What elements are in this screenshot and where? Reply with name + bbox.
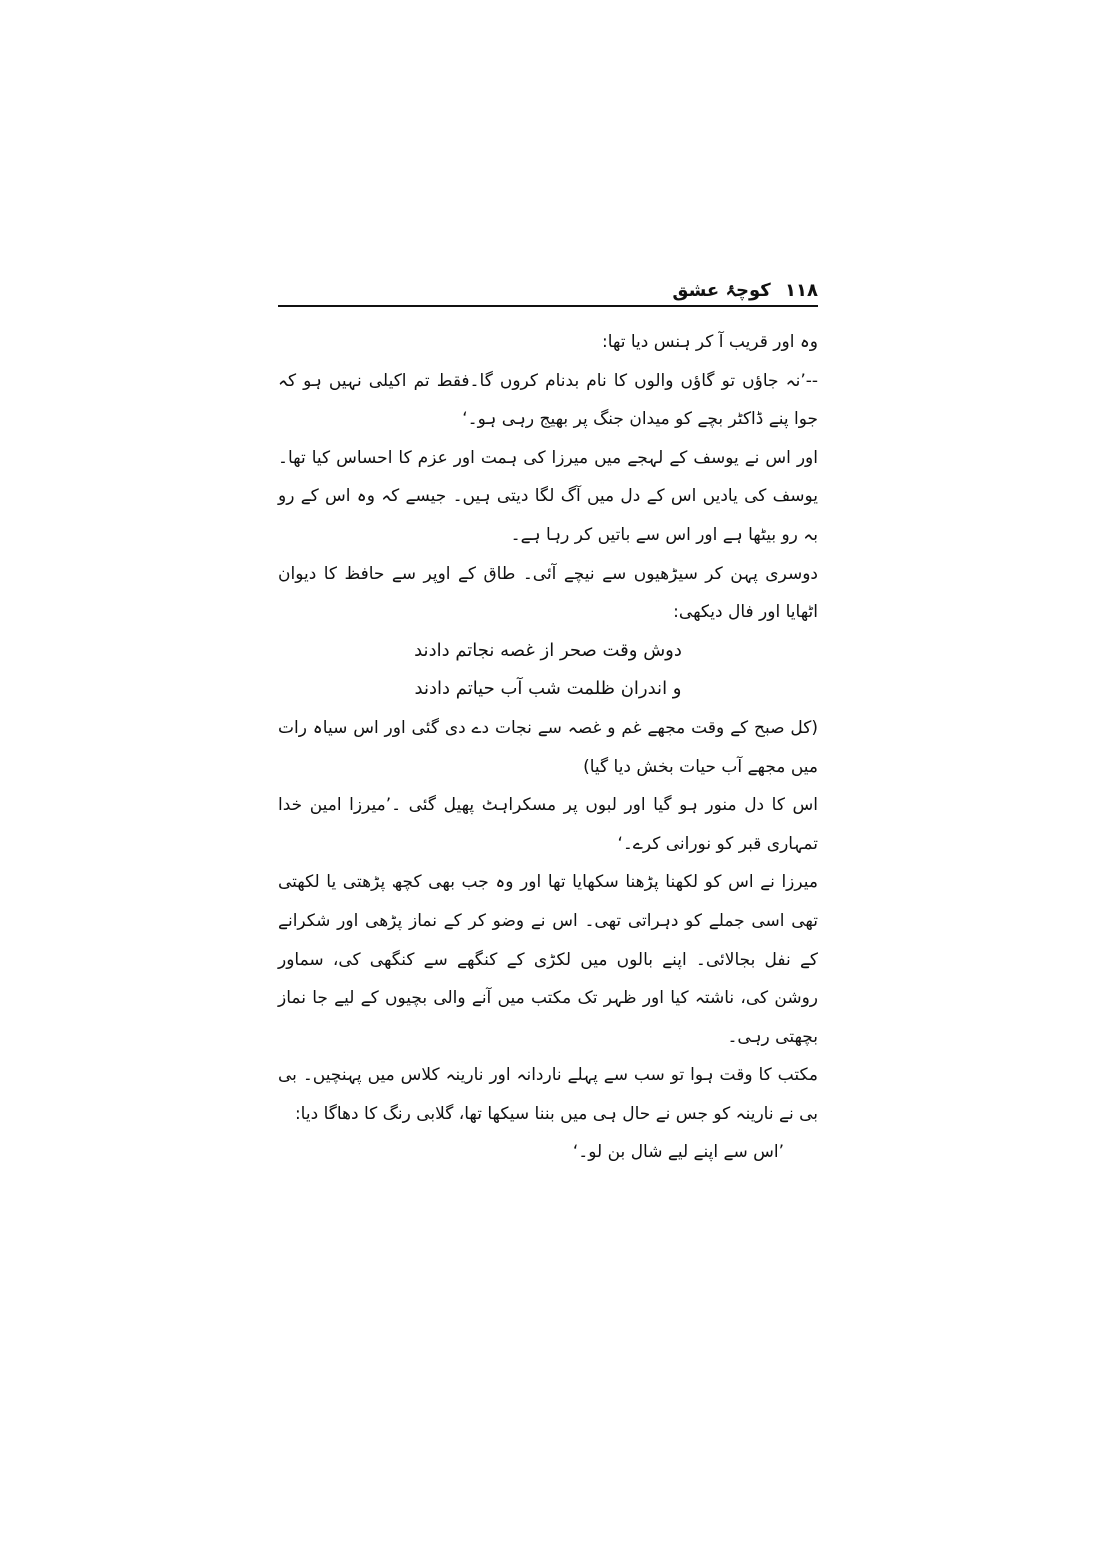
paragraph: مکتب کا وقت ہوا تو سب سے پہلے ناردانہ اور نارینہ کلاس میں پہنچیں۔ بی بی نے نارینہ کو جس نے حال ہی میں بننا سیکھا تھا، گلابی رنگ کا دھاگا دیا: [278, 1065, 818, 1124]
paragraph: اور اس نے یوسف کے لہجے میں میرزا کی ہمت اور عزم کا احساس کیا تھا۔ یوسف کی یادیں اس کے دل میں آگ لگا دیتی ہیں۔ جیسے کہ وہ اس کے رو بہ رو بیٹھا ہے اور اس سے باتیں کر رہا ہے۔ [278, 447, 818, 545]
verse-translation: (کل صبح کے وقت مجھے غم و غصہ سے نجات دے دی گئی اور اس سیاہ رات میں مجھے آب حیات بخش دیا گیا) [278, 717, 818, 777]
paragraph: اس کا دل منور ہو گیا اور لبوں پر مسکراہٹ پھیل گئی ۔’میرزا امین خدا تمہاری قبر کو نورانی کرے۔‘ [278, 795, 818, 854]
body-text [278, 323, 818, 1172]
paragraph: وہ اور قریب آ کر ہنس دیا تھا: [602, 332, 818, 352]
book-title: کوچۂ عشق [672, 280, 771, 301]
persian-verse-line: دوش وقت صحر از غصه نجاتم دادند [414, 639, 682, 661]
quoted-line: ’اس سے اپنے لیے شال بن لو۔‘ [572, 1142, 784, 1163]
page-number: ۱۱۸ [785, 280, 818, 301]
paragraph: --’نہ جاؤں تو گاؤں والوں کا نام بدنام کروں گا۔فقط تم اکیلی نہیں ہو کہ جوا پنے ڈاکٹر بچے کو میدان جنگ پر بھیج رہی ہو۔‘ [278, 370, 818, 430]
running-header [278, 278, 818, 304]
persian-verse-line: و اندران ظلمت شب آب حیاتم دادند [414, 678, 682, 700]
paragraph: میرزا نے اس کو لکھنا پڑھنا سکھایا تھا اور وہ جب بھی کچھ پڑھتی یا لکھتی تھی اسی جملے کو دہراتی تھی۔ اس نے وضو کر کے نماز پڑھی اور شکرانے کے نفل بجالائی۔ اپنے بالوں میں لکڑی کے کنگھے سے کنگھی کی، سماور روشن کی، ناشتہ کیا اور ظہر تک مکتب میں آنے والی بچیوں کے لیے جا نماز بچھتی رہی۔ [278, 872, 818, 1047]
header-rule [278, 305, 818, 307]
paragraph: دوسری پہن کر سیڑھیوں سے نیچے آئی۔ طاق کے اوپر سے حافظ کا دیوان اٹھایا اور فال دیکھی: [278, 563, 818, 623]
